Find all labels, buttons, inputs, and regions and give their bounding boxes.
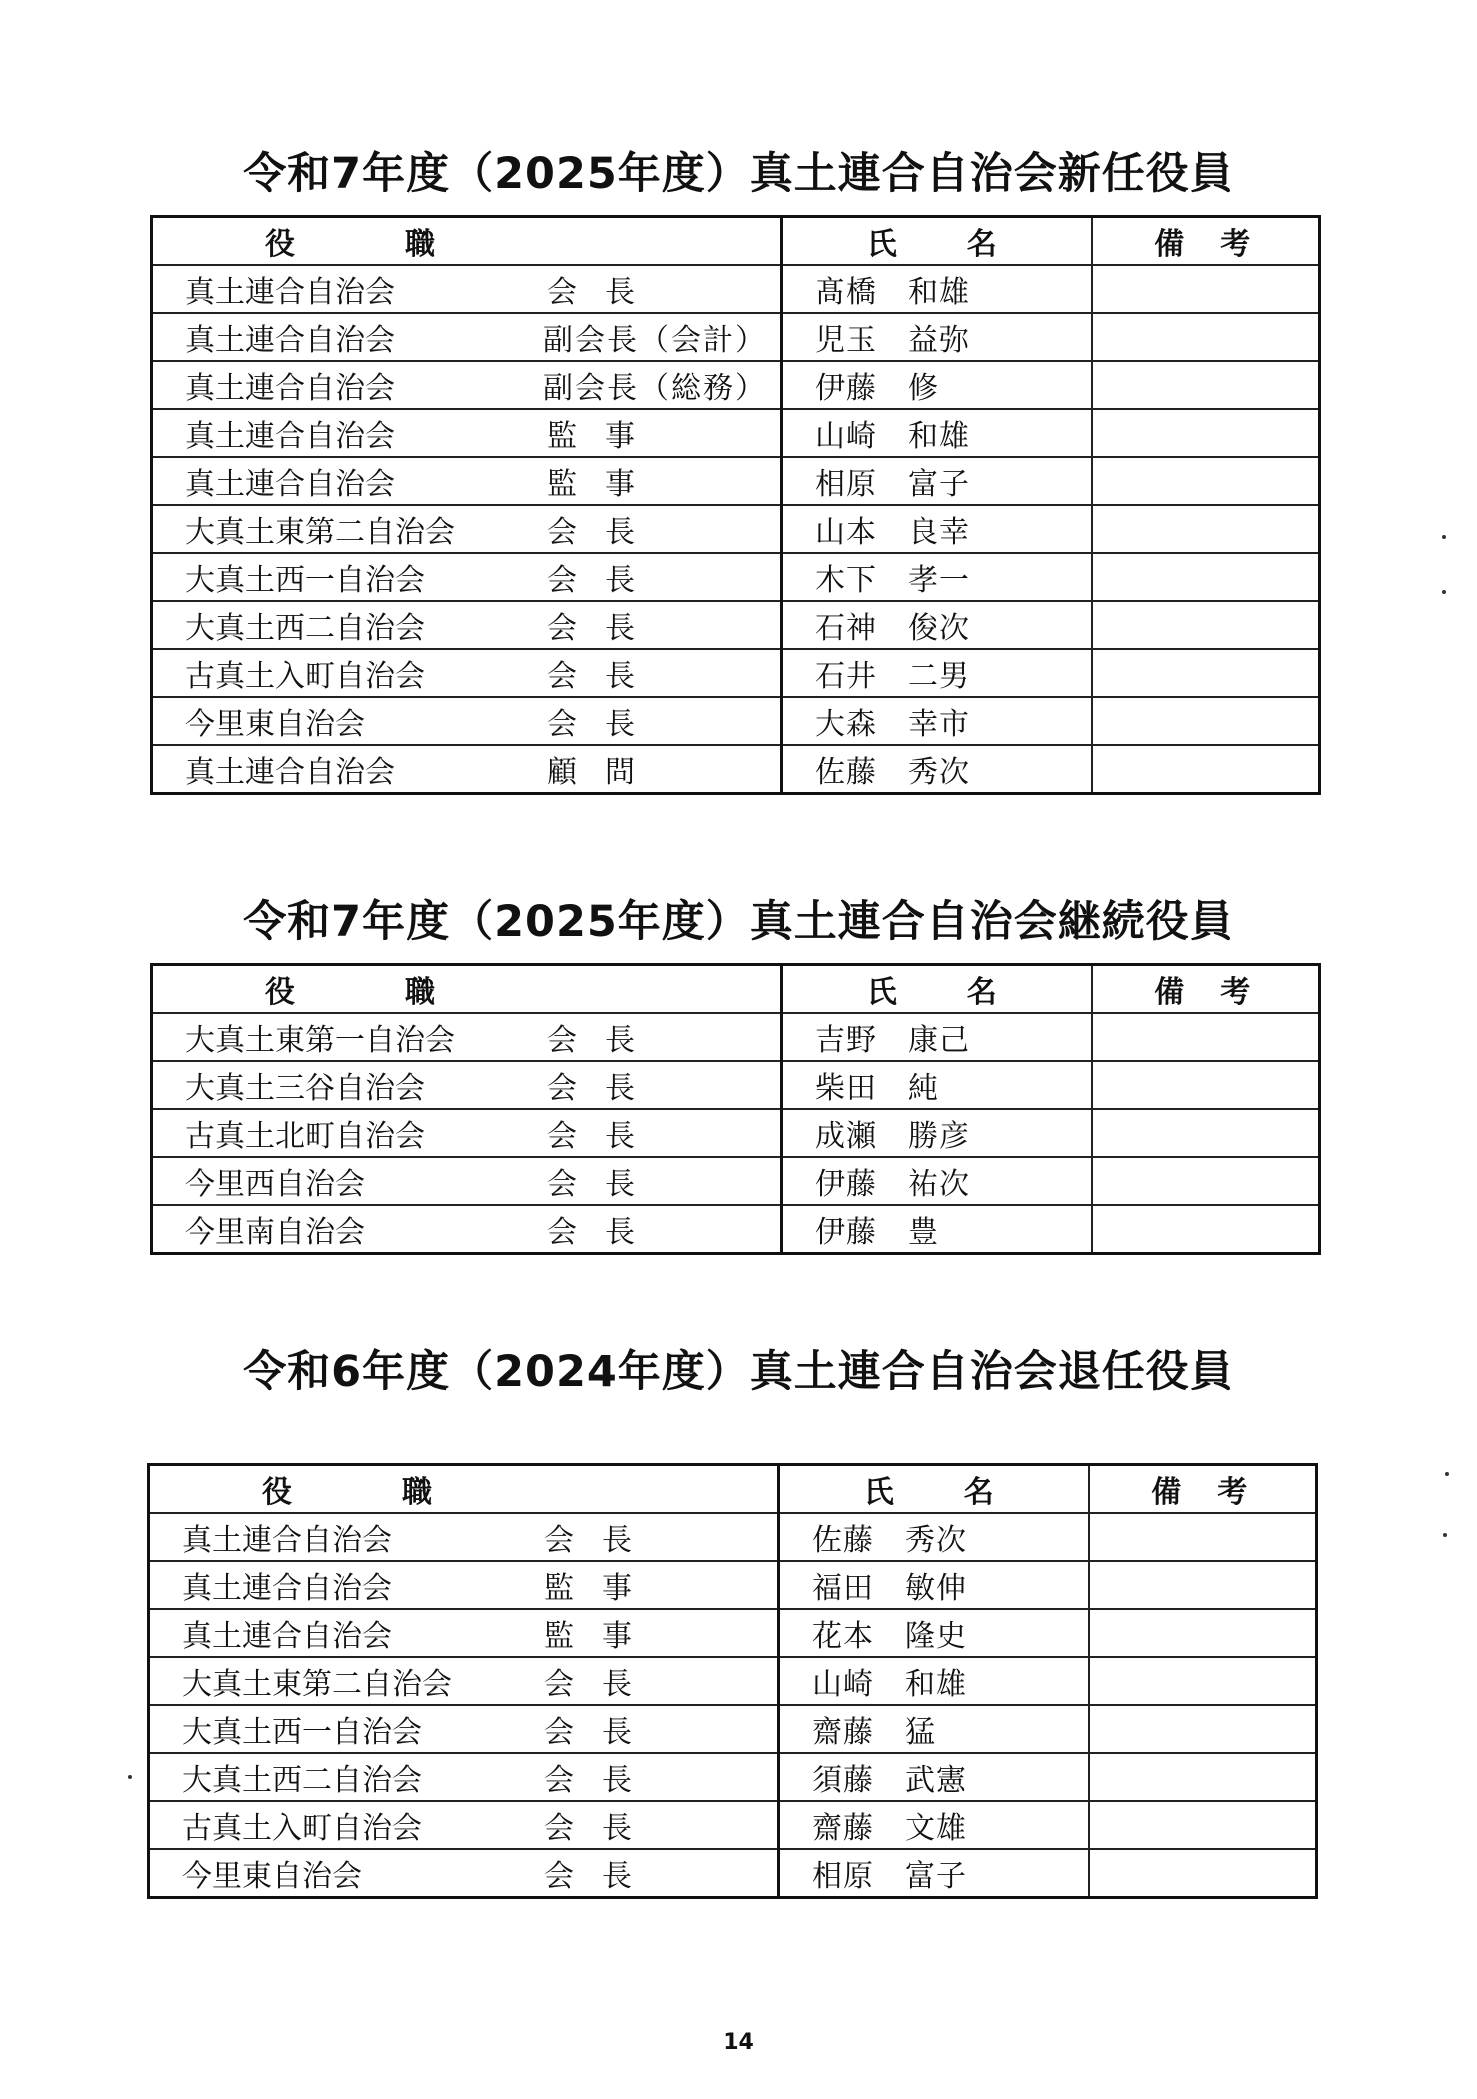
table-row xyxy=(152,1061,1320,1109)
role-cell xyxy=(152,265,782,313)
note-cell xyxy=(1092,313,1320,361)
position-title: 会長 xyxy=(544,1811,660,1846)
position-title: 副会長（総務） xyxy=(543,371,767,406)
position-title: 会長 xyxy=(544,1859,660,1894)
position-title: 会長 xyxy=(547,1023,663,1058)
person-name: 佐藤 秀次 xyxy=(779,1513,1089,1561)
organization-name: 今里南自治会 xyxy=(185,1215,365,1250)
table-row xyxy=(152,601,1320,649)
person-name: 石神 俊次 xyxy=(782,601,1092,649)
note-cell xyxy=(1092,745,1320,794)
person-name: 成瀬 勝彦 xyxy=(782,1109,1092,1157)
position-title: 会長 xyxy=(547,563,663,598)
note-cell xyxy=(1089,1753,1317,1801)
position-title: 会長 xyxy=(544,1763,660,1798)
table-row xyxy=(149,1705,1317,1753)
note-cell xyxy=(1089,1609,1317,1657)
organization-name: 真土連合自治会 xyxy=(182,1523,392,1558)
note-cell xyxy=(1089,1561,1317,1609)
organization-name: 大真土東第二自治会 xyxy=(185,515,455,550)
header-note: 備考 xyxy=(1092,965,1320,1014)
organization-name: 大真土三谷自治会 xyxy=(185,1071,425,1106)
person-name: 齋藤 猛 xyxy=(779,1705,1089,1753)
role-cell xyxy=(152,1013,782,1061)
person-name: 山崎 和雄 xyxy=(779,1657,1089,1705)
position-title: 監事 xyxy=(544,1571,660,1606)
role-cell xyxy=(152,505,782,553)
table-row xyxy=(152,265,1320,313)
note-cell xyxy=(1092,1109,1320,1157)
role-cell xyxy=(152,457,782,505)
position-title: 会長 xyxy=(547,1167,663,1202)
continuing-officers-table xyxy=(150,963,1321,1255)
organization-name: 今里西自治会 xyxy=(185,1167,365,1202)
organization-name: 古真土入町自治会 xyxy=(182,1811,422,1846)
role-cell xyxy=(152,1205,782,1254)
retiring-officers-table xyxy=(147,1463,1318,1899)
header-role: 役職 xyxy=(152,217,782,266)
role-cell xyxy=(149,1849,779,1898)
table-header-row xyxy=(152,965,1320,1014)
person-name: 伊藤 修 xyxy=(782,361,1092,409)
section-title-new-officers: 令和7年度（2025年度）真土連合自治会新任役員 xyxy=(243,149,1234,199)
table-row xyxy=(152,697,1320,745)
note-cell xyxy=(1092,1013,1320,1061)
table-row xyxy=(152,649,1320,697)
position-title: 監事 xyxy=(547,419,663,454)
position-title: 監事 xyxy=(544,1619,660,1654)
table-header-row xyxy=(149,1465,1317,1514)
note-cell xyxy=(1092,1157,1320,1205)
table-row xyxy=(149,1657,1317,1705)
role-cell xyxy=(149,1801,779,1849)
scan-speck xyxy=(1442,590,1446,594)
role-cell xyxy=(152,1109,782,1157)
table-row xyxy=(149,1561,1317,1609)
position-title: 会長 xyxy=(547,707,663,742)
person-name: 伊藤 祐次 xyxy=(782,1157,1092,1205)
person-name: 石井 二男 xyxy=(782,649,1092,697)
table-row xyxy=(152,505,1320,553)
person-name: 髙橋 和雄 xyxy=(782,265,1092,313)
scan-speck xyxy=(128,1775,132,1779)
role-cell xyxy=(149,1753,779,1801)
note-cell xyxy=(1092,361,1320,409)
position-title: 会長 xyxy=(547,659,663,694)
position-title: 顧問 xyxy=(547,755,663,790)
section-title-continuing-officers: 令和7年度（2025年度）真土連合自治会継続役員 xyxy=(243,897,1234,947)
person-name: 福田 敏伸 xyxy=(779,1561,1089,1609)
organization-name: 真土連合自治会 xyxy=(182,1619,392,1654)
position-title: 会長 xyxy=(547,611,663,646)
note-cell xyxy=(1092,505,1320,553)
table-row xyxy=(152,409,1320,457)
header-note: 備考 xyxy=(1089,1465,1317,1514)
note-cell xyxy=(1092,457,1320,505)
organization-name: 真土連合自治会 xyxy=(185,467,395,502)
role-cell xyxy=(152,553,782,601)
table-header-row xyxy=(152,217,1320,266)
table-row xyxy=(149,1513,1317,1561)
table-row xyxy=(152,1205,1320,1254)
role-cell xyxy=(149,1513,779,1561)
header-role: 役職 xyxy=(149,1465,779,1514)
position-title: 会長 xyxy=(544,1667,660,1702)
role-cell xyxy=(152,361,782,409)
organization-name: 真土連合自治会 xyxy=(185,323,395,358)
position-title: 会長 xyxy=(547,1071,663,1106)
role-cell xyxy=(152,601,782,649)
note-cell xyxy=(1092,697,1320,745)
role-cell xyxy=(149,1657,779,1705)
organization-name: 真土連合自治会 xyxy=(185,275,395,310)
note-cell xyxy=(1089,1513,1317,1561)
organization-name: 今里東自治会 xyxy=(182,1859,362,1894)
organization-name: 大真土東第一自治会 xyxy=(185,1023,455,1058)
role-cell xyxy=(152,313,782,361)
header-name: 氏名 xyxy=(782,965,1092,1014)
role-cell xyxy=(149,1609,779,1657)
position-title: 会長 xyxy=(547,275,663,310)
table-row xyxy=(152,313,1320,361)
note-cell xyxy=(1092,1061,1320,1109)
role-cell xyxy=(152,745,782,794)
person-name: 花本 隆史 xyxy=(779,1609,1089,1657)
note-cell xyxy=(1092,649,1320,697)
section-title-retiring-officers: 令和6年度（2024年度）真土連合自治会退任役員 xyxy=(243,1347,1234,1397)
note-cell xyxy=(1089,1801,1317,1849)
note-cell xyxy=(1092,409,1320,457)
person-name: 齋藤 文雄 xyxy=(779,1801,1089,1849)
note-cell xyxy=(1092,1205,1320,1254)
organization-name: 古真土北町自治会 xyxy=(185,1119,425,1154)
header-note: 備考 xyxy=(1092,217,1320,266)
person-name: 相原 富子 xyxy=(779,1849,1089,1898)
person-name: 山本 良幸 xyxy=(782,505,1092,553)
position-title: 会長 xyxy=(547,515,663,550)
table-row xyxy=(149,1849,1317,1898)
person-name: 吉野 康己 xyxy=(782,1013,1092,1061)
position-title: 監事 xyxy=(547,467,663,502)
table-row xyxy=(149,1609,1317,1657)
person-name: 須藤 武憲 xyxy=(779,1753,1089,1801)
role-cell xyxy=(152,649,782,697)
note-cell xyxy=(1089,1705,1317,1753)
role-cell xyxy=(149,1561,779,1609)
scan-speck xyxy=(1442,535,1446,539)
note-cell xyxy=(1092,553,1320,601)
new-officers-table xyxy=(150,215,1321,795)
person-name: 相原 富子 xyxy=(782,457,1092,505)
role-cell xyxy=(152,1061,782,1109)
organization-name: 大真土東第二自治会 xyxy=(182,1667,452,1702)
role-cell xyxy=(152,409,782,457)
organization-name: 今里東自治会 xyxy=(185,707,365,742)
note-cell xyxy=(1092,265,1320,313)
note-cell xyxy=(1092,601,1320,649)
position-title: 会長 xyxy=(544,1523,660,1558)
scan-speck xyxy=(1445,1472,1449,1476)
role-cell xyxy=(152,697,782,745)
position-title: 副会長（会計） xyxy=(543,323,767,358)
organization-name: 大真土西二自治会 xyxy=(182,1763,422,1798)
position-title: 会長 xyxy=(547,1215,663,1250)
header-role: 役職 xyxy=(152,965,782,1014)
organization-name: 古真土入町自治会 xyxy=(185,659,425,694)
table-row xyxy=(152,1157,1320,1205)
person-name: 佐藤 秀次 xyxy=(782,745,1092,794)
person-name: 伊藤 豊 xyxy=(782,1205,1092,1254)
organization-name: 真土連合自治会 xyxy=(182,1571,392,1606)
organization-name: 大真土西一自治会 xyxy=(185,563,425,598)
table-row xyxy=(149,1801,1317,1849)
organization-name: 大真土西一自治会 xyxy=(182,1715,422,1750)
person-name: 柴田 純 xyxy=(782,1061,1092,1109)
scan-speck xyxy=(1443,1533,1447,1537)
note-cell xyxy=(1089,1849,1317,1898)
role-cell xyxy=(149,1705,779,1753)
organization-name: 大真土西二自治会 xyxy=(185,611,425,646)
organization-name: 真土連合自治会 xyxy=(185,419,395,454)
table-row xyxy=(152,457,1320,505)
header-name: 氏名 xyxy=(779,1465,1089,1514)
person-name: 山崎 和雄 xyxy=(782,409,1092,457)
table-row xyxy=(152,553,1320,601)
person-name: 木下 孝一 xyxy=(782,553,1092,601)
person-name: 大森 幸市 xyxy=(782,697,1092,745)
position-title: 会長 xyxy=(547,1119,663,1154)
table-row xyxy=(152,1013,1320,1061)
table-row xyxy=(152,361,1320,409)
position-title: 会長 xyxy=(544,1715,660,1750)
table-row xyxy=(149,1753,1317,1801)
role-cell xyxy=(152,1157,782,1205)
person-name: 児玉 益弥 xyxy=(782,313,1092,361)
table-row xyxy=(152,745,1320,794)
table-row xyxy=(152,1109,1320,1157)
header-name: 氏名 xyxy=(782,217,1092,266)
organization-name: 真土連合自治会 xyxy=(185,755,395,790)
page-number: 14 xyxy=(723,2030,754,2055)
organization-name: 真土連合自治会 xyxy=(185,371,395,406)
note-cell xyxy=(1089,1657,1317,1705)
